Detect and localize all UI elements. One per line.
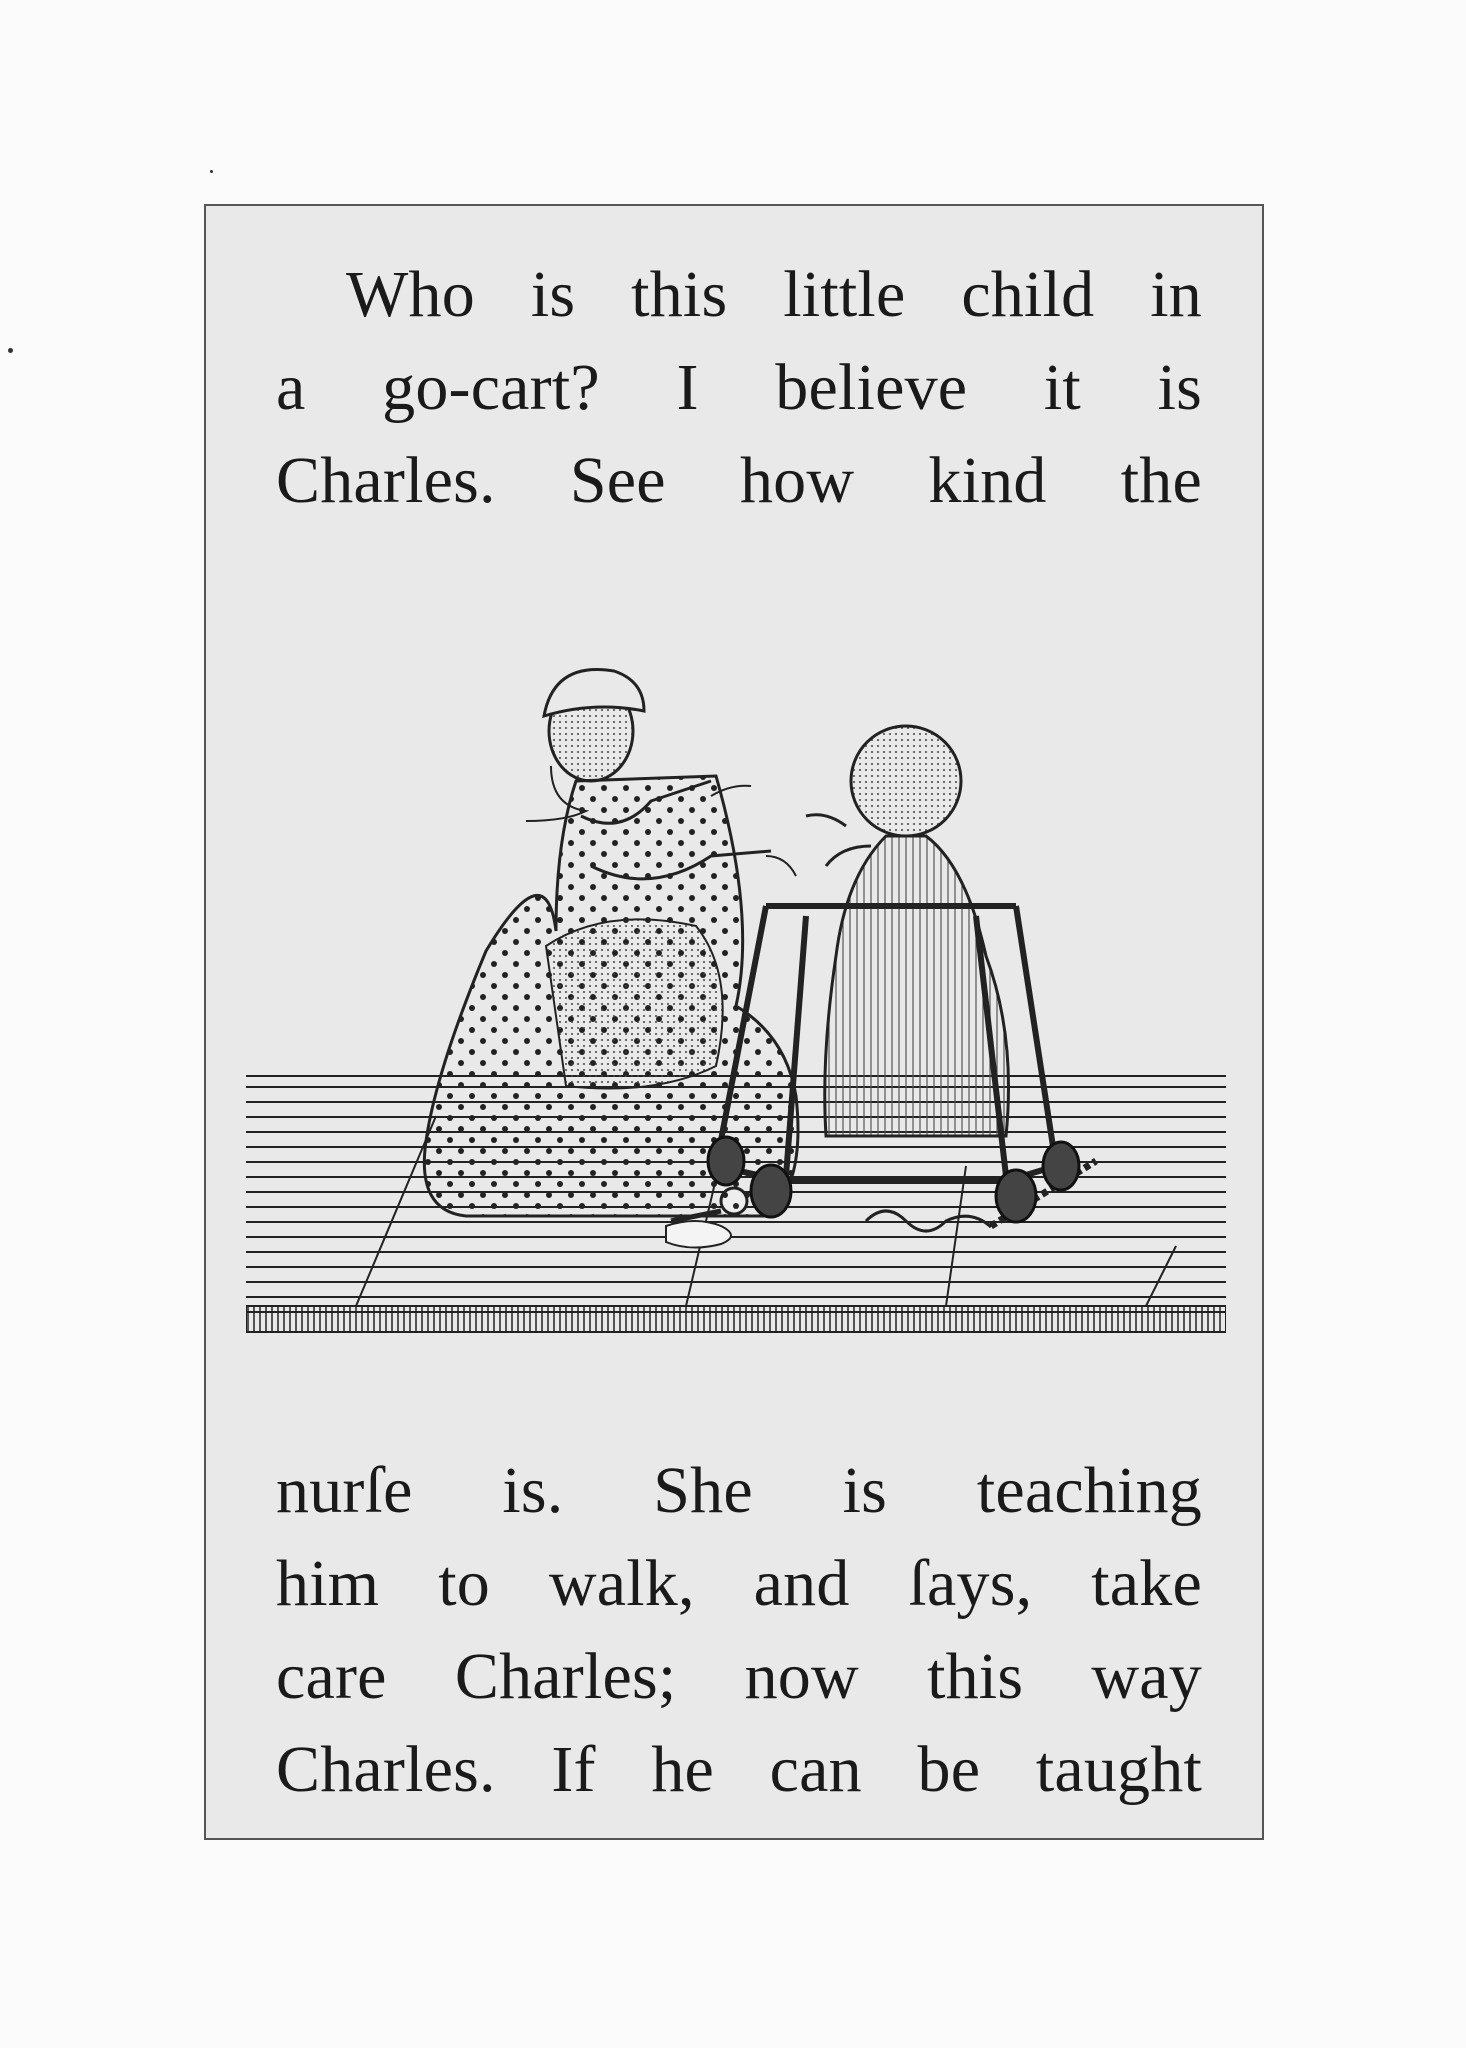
text-line: Charles. See how kind the (276, 444, 1202, 517)
book-page-plate (204, 204, 1264, 1840)
text-line: a go-cart? I believe it is (276, 351, 1202, 424)
paper-speck (8, 348, 13, 353)
text-line: Who is this little child in (346, 258, 1202, 331)
text-line: Charles. If he can be taught (276, 1733, 1202, 1806)
text-line: him to walk, and ſays, take (276, 1547, 1202, 1620)
text-block-bottom (276, 1444, 1202, 1816)
text-block-top (276, 248, 1202, 527)
engraving-nurse-and-child (246, 606, 1226, 1386)
text-line: care Charles; now this way (276, 1640, 1202, 1713)
nurse-figure (424, 669, 798, 1216)
text-line: nurſe is. She is teaching (276, 1454, 1202, 1527)
paper-speck (210, 170, 213, 173)
